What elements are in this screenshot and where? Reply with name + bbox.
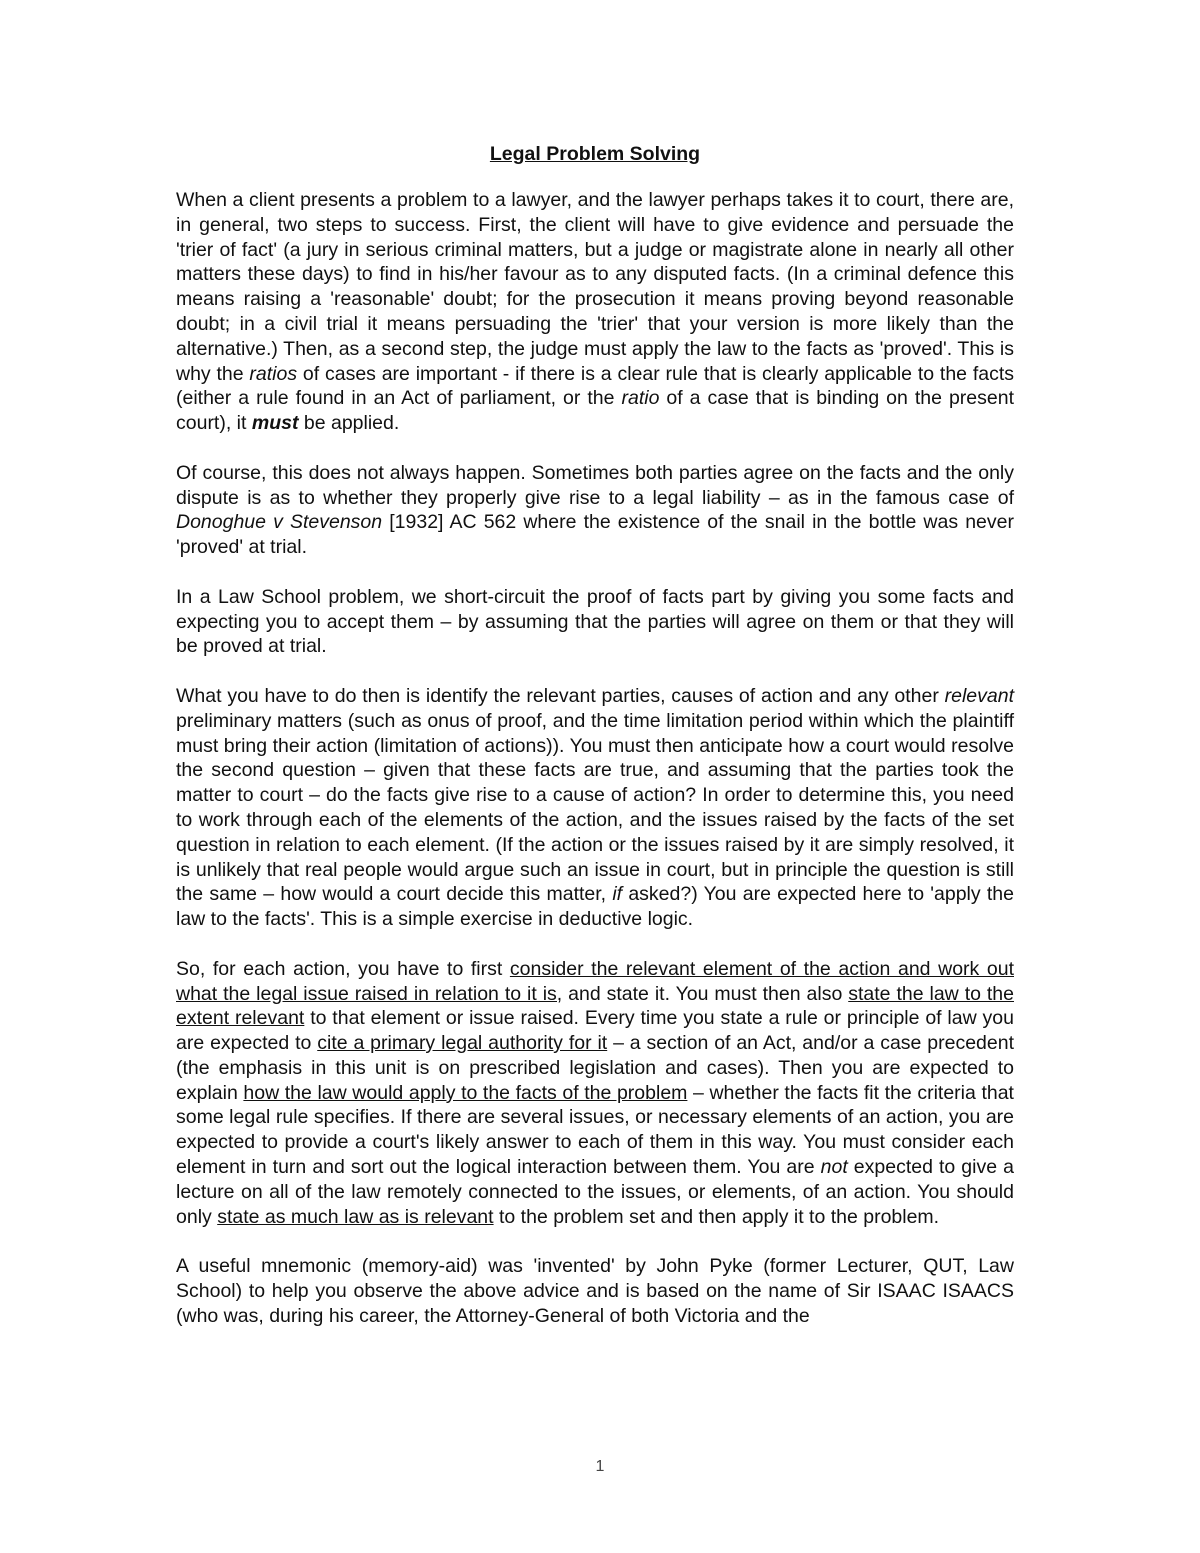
italic-text: relevant (944, 684, 1014, 707)
italic-text: ratios (249, 362, 298, 385)
text-run: [1932] AC 562 where the existence of the snail in the bottle was never 'proved' at trial. (176, 511, 1014, 559)
text-run: Of course, this does not always happen. Sometimes both parties agree on the facts and the only dispute is as to whether they properly give rise to a legal liability – as in the famous case of (176, 461, 1014, 509)
italic-text: if (612, 883, 623, 906)
underlined-text: how the law would apply to the facts of the problem (243, 1081, 688, 1104)
text-run: to the problem set and then apply it to the problem. (493, 1205, 940, 1228)
italic-text: not (820, 1156, 848, 1179)
text-run: A useful mnemonic (memory-aid) was 'invented' by John Pyke (former Lecturer, QUT, Law School) to help you observe the above advice and is based on the name of Sir ISAAC ISAACS (who was, during his career, the Attorney-General of both Victoria and the (176, 1255, 1014, 1327)
bold-italic-text: must (251, 412, 299, 435)
text-run: In a Law School problem, we short-circuit the proof of facts part by giving you some facts and expecting you to accept them – by assuming that the parties will agree on them or that they will be proved at trial. (176, 585, 1014, 658)
paragraph (176, 957, 1014, 1230)
text-run: and state it. You must then also (562, 982, 849, 1005)
italic-text: Donoghue v Stevenson (176, 511, 383, 534)
paragraph (176, 585, 1014, 659)
text-run: expected to give a lecture on all of the law remotely connected to the issues, or elements, of an action. You should only (176, 1156, 1014, 1228)
document-title: Legal Problem Solving (489, 143, 701, 165)
document-body (176, 188, 1014, 1329)
text-run: When a client presents a problem to a lawyer, and the lawyer perhaps takes it to court, there are, in general, two steps to success. First, the client will have to give evidence and persuade the 'trier of fact' (a jury in serious criminal matters, but a judge or magistrate alone in nearly all other matters these days) to find in his/her favour as to any disputed facts. (In a criminal defence this means raising a 'reasonable' doubt; for the prosecution it means proving beyond reasonable doubt; in a civil trial it means persuading the 'trier' that your version is more likely than the alternative.) Then, as a second step, the judge must apply the law to the facts as 'proved'. This is why the (176, 189, 1014, 385)
underlined-text: consider the relevant element of the action and work out what the legal issue raised in relation to it is, (176, 957, 1014, 1005)
text-run: asked?) You are expected here to 'apply the law to the facts'. This is a simple exercise in deductive logic. (176, 883, 1014, 931)
text-run: preliminary matters (such as onus of proof, and the time limitation period within which the plaintiff must bring their action (limitation of actions)). You must then anticipate how a court would resolve the second question – given that these facts are true, and assuming that the parties took the matter to court – do the facts give rise to a cause of action? In order to determine this, you need to work through each of the elements of the action, and the issues raised by the facts of the set question in relation to each element. (If the action or the issues raised by it are simply resolved, it is unlikely that real people would argue such an issue in court, but in principle the question is still the same – how would a court decide this matter, (176, 709, 1014, 906)
text-run: So, for each action, you have to first (176, 957, 510, 980)
text-run: be applied. (298, 412, 400, 435)
paragraph (176, 461, 1014, 560)
underlined-text: cite a primary legal authority for it (317, 1032, 608, 1055)
document-page (176, 140, 1014, 1353)
text-run: of cases are important - if there is a clear rule that is clearly applicable to the facts (either a rule found in an Act of parliament, or the (176, 362, 1014, 410)
text-run: to that element or issue raised. Every time you state a rule or principle of law you are expected to (176, 1007, 1014, 1055)
text-run: – a section of an Act, and/or a case precedent (the emphasis in this unit is on prescribed legislation and cases). Then you are expected to explain (176, 1032, 1014, 1104)
underlined-text: state as much law as is relevant (217, 1205, 494, 1228)
text-run: What you have to do then is identify the relevant parties, causes of action and any other (176, 684, 945, 707)
italic-text: ratio (621, 387, 660, 410)
paragraph (176, 684, 1014, 932)
paragraph (176, 188, 1014, 436)
paragraph (176, 1254, 1014, 1328)
text-run: – whether the facts fit the criteria that some legal rule specifies. If there are several issues, or necessary elements of an action, you are expected to provide a court's likely answer to each of them in this way. You must consider each element in turn and sort out the logical interaction between them. You are (176, 1081, 1014, 1179)
page-number: 1 (595, 1458, 605, 1475)
text-run: of a case that is binding on the present court), it (176, 387, 1014, 435)
underlined-text: state the law to the extent relevant (176, 982, 1014, 1030)
